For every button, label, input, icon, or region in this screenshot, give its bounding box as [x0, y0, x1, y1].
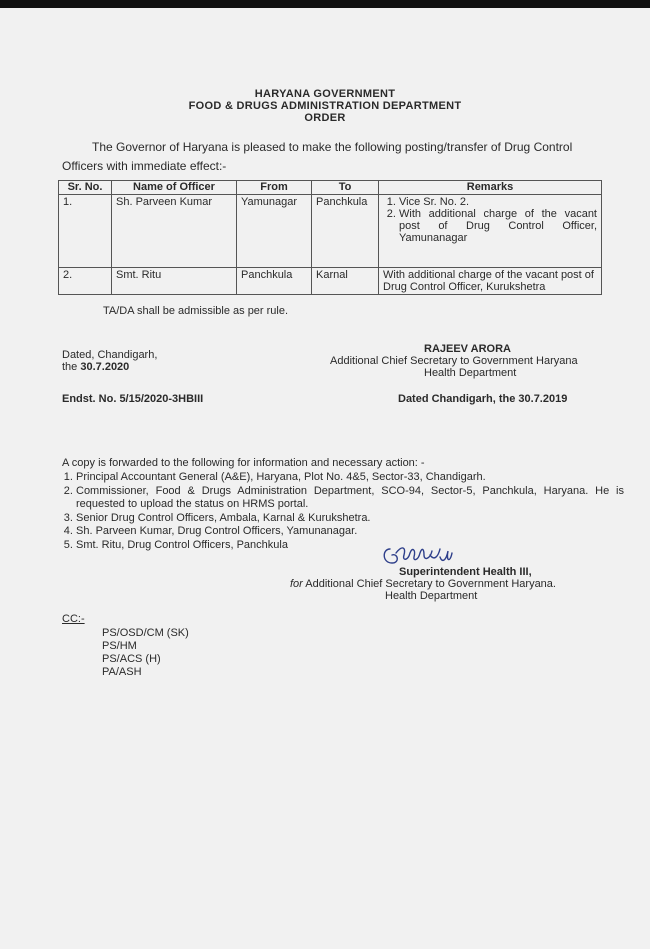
column-header: Sr. No. [59, 181, 112, 195]
column-header: Remarks [379, 181, 602, 195]
signatory-title: Additional Chief Secretary to Government Haryana [330, 355, 578, 367]
copy-intro: A copy is forwarded to the following for information and necessary action: - [62, 457, 425, 469]
signatory-name: RAJEEV ARORA [424, 343, 511, 355]
superintendent-title: Superintendent Health III, [399, 566, 532, 578]
column-header: Name of Officer [112, 181, 237, 195]
column-header: From [237, 181, 312, 195]
tada-note: TA/DA shall be admissible as per rule. [103, 305, 289, 317]
intro-paragraph: The Governor of Haryana is pleased to make the following posting/transfer of Drug Control Officers with immediate effect:- [62, 140, 573, 173]
dated-prefix: the [62, 361, 81, 373]
list-item: 1. Principal Accountant General (A&E), Haryana, Plot No. 4&5, Sector-33, Chandigarh. [76, 471, 624, 485]
list-item: 4. Sh. Parveen Kumar, Drug Control Officers, Yamunanagar. [76, 525, 624, 539]
table-cell-remarks: With additional charge of the vacant post of Drug Control Officer, Kurukshetra [379, 268, 602, 295]
list-item: PS/HM [102, 640, 137, 652]
table-cell-sr: 2. [59, 268, 112, 295]
table-cell-to: Panchkula [312, 195, 379, 268]
remark-item: 2. With additional charge of the vacant post of Drug Control Officer, Yamunanagar [399, 208, 597, 244]
list-item: PS/ACS (H) [102, 653, 161, 665]
dated-date: 30.7.2020 [80, 361, 130, 373]
copy-list [60, 471, 624, 552]
endorsement-date: Dated Chandigarh, the 30.7.2019 [398, 393, 568, 405]
table-cell-name: Sh. Parveen Kumar [112, 195, 237, 268]
endorsement-number: Endst. No. 5/15/2020-3HBIII [62, 393, 204, 405]
cc-label: CC:- [62, 613, 85, 625]
header-line-2: FOOD & DRUGS ADMINISTRATION DEPARTMENT [188, 100, 462, 112]
list-item: 5. Smt. Ritu, Drug Control Officers, Panchkula [76, 539, 624, 553]
table-row [59, 195, 602, 268]
list-item: 2. Commissioner, Food & Drugs Administration Department, SCO-94, Sector-5, Panchkula, Haryana. He is requested to upload the status on HRMS portal. [76, 485, 624, 512]
table-header-row [59, 181, 602, 195]
table-cell-to: Karnal [312, 268, 379, 295]
top-border [0, 0, 650, 8]
signatory-department: Health Department [424, 367, 517, 379]
table-cell-sr: 1. [59, 195, 112, 268]
column-header: To [312, 181, 379, 195]
header-line-1: HARYANA GOVERNMENT [254, 88, 396, 100]
table-row [59, 268, 602, 295]
header-line-3: ORDER [304, 112, 346, 124]
table-cell-from: Yamunagar [237, 195, 312, 268]
list-item: PA/ASH [102, 666, 142, 678]
table-cell-remarks [379, 195, 602, 268]
cc-list [102, 627, 189, 679]
for-rest: Additional Chief Secretary to Government Haryana. [302, 578, 556, 590]
for-line [290, 578, 556, 590]
dated-line-1: Dated, Chandigarh, [62, 349, 158, 361]
table-cell-from: Panchkula [237, 268, 312, 295]
table-cell-name: Smt. Ritu [112, 268, 237, 295]
for-word: for [290, 578, 303, 590]
superintendent-department: Health Department [385, 590, 478, 602]
list-item: PS/OSD/CM (SK) [102, 627, 189, 639]
remark-item: 1. Vice Sr. No. 2. [399, 196, 597, 208]
dated-line-2 [62, 361, 129, 373]
list-item: 3. Senior Drug Control Officers, Ambala, Karnal & Kurukshetra. [76, 512, 624, 526]
officers-table [58, 180, 602, 295]
